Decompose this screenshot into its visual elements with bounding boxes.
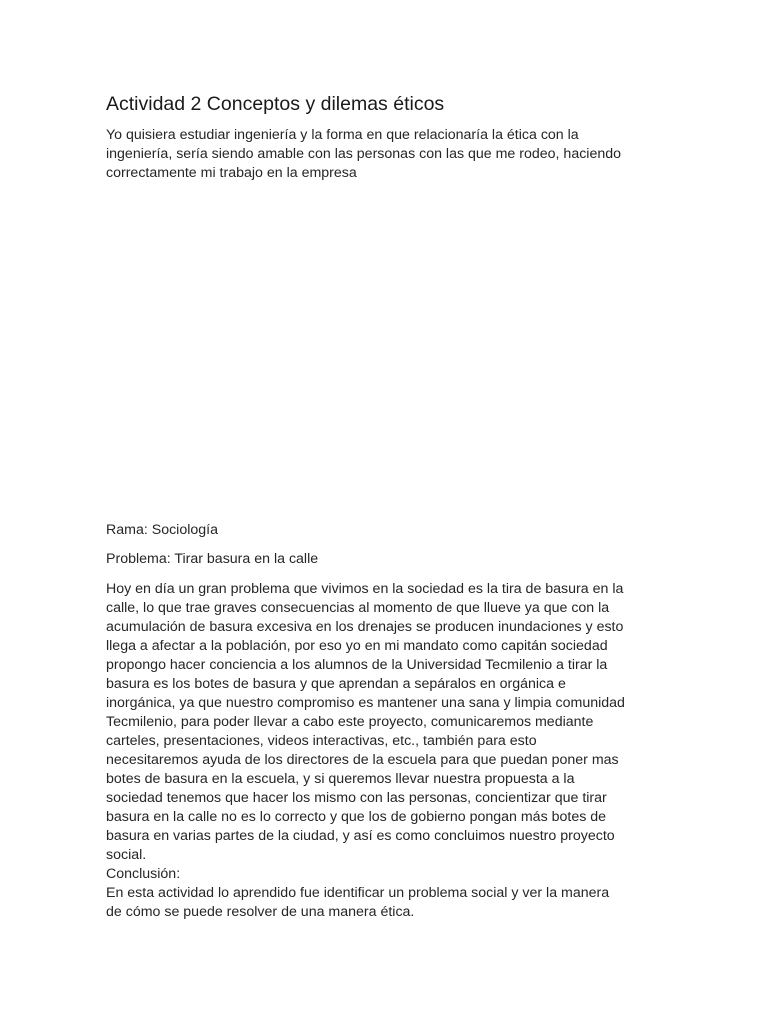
body-line: inorgánica, ya que nuestro compromiso es mantener una sana y limpia comunidad — [106, 695, 625, 711]
problema-label: Problema: Tirar basura en la calle — [106, 551, 319, 567]
body-line: carteles, presentaciones, videos interactivas, etc., también para esto — [106, 733, 537, 749]
document-title: Actividad 2 Conceptos y dilemas éticos — [106, 93, 445, 115]
intro-line: Yo quisiera estudiar ingeniería y la forma en que relacionaría la ética con la — [106, 127, 579, 143]
body-line: basura en la calle no es lo correcto y que los de gobierno pongan más botes de — [106, 809, 607, 825]
conclusion-line: En esta actividad lo aprendido fue identificar un problema social y ver la manera — [106, 885, 610, 901]
body-line: Tecmilenio, para poder llevar a cabo este proyecto, comunicaremos mediante — [106, 714, 594, 730]
conclusion-heading: Conclusión: — [106, 866, 181, 882]
body-line: Hoy en día un gran problema que vivimos en la sociedad es la tira de basura en la — [106, 581, 624, 597]
conclusion-line: de cómo se puede resolver de una manera ética. — [106, 904, 415, 920]
body-paragraph — [106, 580, 666, 922]
rama-label: Rama: Sociología — [106, 522, 218, 538]
intro-line: ingeniería, sería siendo amable con las personas con las que me rodeo, haciendo — [106, 146, 622, 162]
body-line: calle, lo que trae graves consecuencias al momento de que llueve ya que con la — [106, 600, 610, 616]
intro-paragraph — [106, 126, 666, 183]
body-line: basura es los botes de basura y que aprendan a sepáralos en orgánica e — [106, 676, 566, 692]
body-line: acumulación de basura excesiva en los drenajes se producen inundaciones y esto — [106, 619, 624, 635]
body-line: basura en varias partes de la ciudad, y así es como concluimos nuestro proyecto — [106, 828, 615, 844]
intro-line: correctamente mi trabajo en la empresa — [106, 165, 357, 181]
body-line: necesitaremos ayuda de los directores de la escuela para que puedan poner mas — [106, 752, 619, 768]
body-line: sociedad tenemos que hacer los mismo con las personas, concientizar que tirar — [106, 790, 607, 806]
body-line: propongo hacer conciencia a los alumnos de la Universidad Tecmilenio a tirar la — [106, 657, 608, 673]
body-line: social. — [106, 847, 147, 863]
body-line: botes de basura en la escuela, y si queremos llevar nuestra propuesta a la — [106, 771, 575, 787]
body-line: llega a afectar a la población, por eso yo en mi mandato como capitán sociedad — [106, 638, 608, 654]
